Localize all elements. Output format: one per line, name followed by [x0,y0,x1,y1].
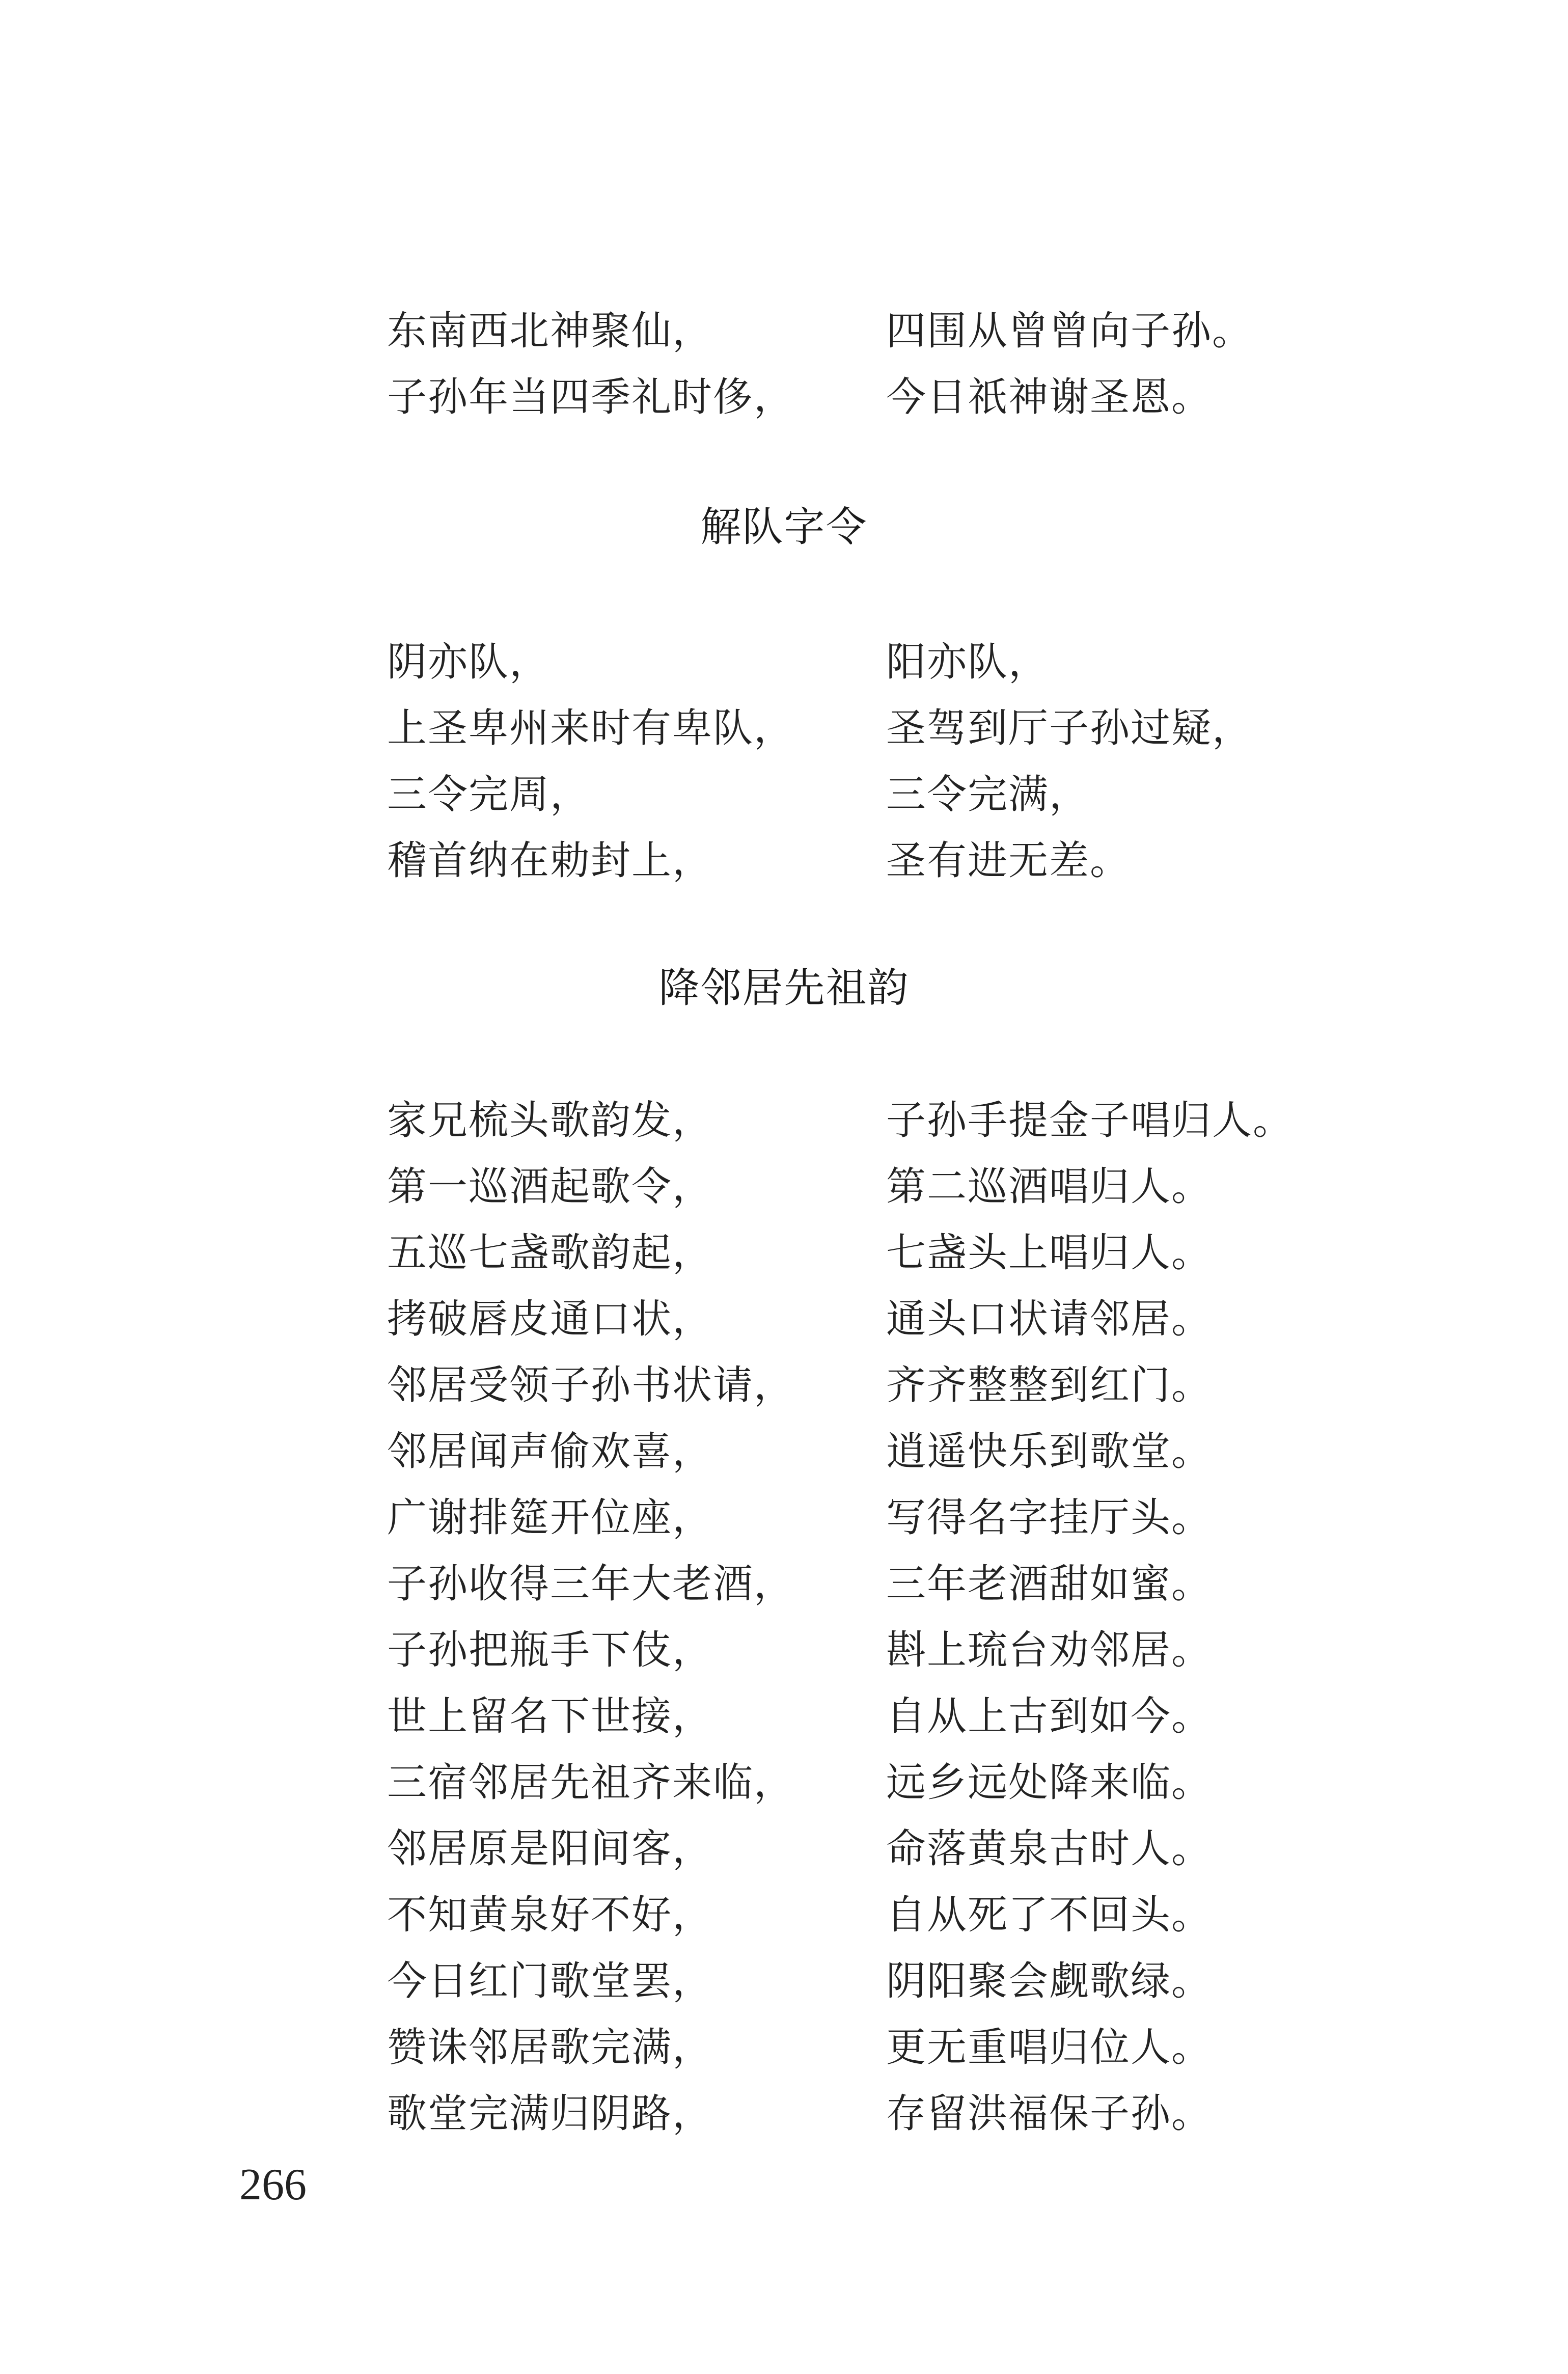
verse-right: 写得名字挂厅头。 [886,1495,1213,1541]
verse-left: 阴亦队， [387,639,551,685]
verse-left: 广谢排筵开位座， [387,1495,713,1541]
verse-right: 四围从曾曾向子孙。 [886,308,1253,354]
verse-line [0,298,1568,364]
verse-line [0,1948,1568,2014]
verse-right: 阴阳聚会觑歌绿。 [886,1958,1213,2004]
verse-left: 拷破唇皮通口状， [387,1296,713,1342]
verse-line [0,364,1568,430]
verse-line [0,2081,1568,2147]
verse-line [0,1683,1568,1750]
verse-right: 圣有进无差。 [886,838,1131,884]
verse-right: 更无重唱归位人。 [886,2025,1213,2070]
verse-line [0,1220,1568,1286]
verse-left: 三宿邻居先祖齐来临， [387,1760,795,1806]
verse-right: 三令完满， [886,772,1090,817]
verse-line [0,1087,1568,1154]
verse-left: 子孙收得三年大老酒， [387,1561,795,1607]
verse-left: 东南西北神聚仙， [387,308,713,354]
verse-right: 斟上琉台劝邻居。 [886,1627,1213,1673]
verse-left: 今日红门歌堂罢， [387,1958,713,2004]
verse-right: 自从死了不回头。 [886,1892,1213,1938]
verse-line [0,629,1568,695]
verse-block-1 [0,629,1568,894]
verse-left: 子孙年当四季礼时侈， [387,374,795,420]
verse-left: 邻居原是阳间客， [387,1826,713,1872]
verse-right: 七盏头上唱归人。 [886,1230,1213,1276]
verse-right: 阳亦队， [886,639,1050,685]
verse-left: 赞诛邻居歌完满， [387,2025,713,2070]
verse-left: 五巡七盏歌韵起， [387,1230,713,1276]
verse-line [0,1816,1568,1882]
verse-line [0,1551,1568,1617]
verse-right: 自从上古到如今。 [886,1694,1213,1739]
verse-line [0,1418,1568,1485]
verse-left: 第一巡酒起歌令， [387,1164,713,1210]
verse-left: 家兄梳头歌韵发， [387,1098,713,1143]
verse-right: 逍遥快乐到歌堂。 [886,1429,1213,1475]
verse-left: 上圣卑州来时有卑队， [387,705,795,751]
page-number: 266 [239,2160,307,2209]
section-heading: 降邻居先祖韵 [658,964,910,1012]
verse-left: 世上留名下世接， [387,1694,713,1739]
verse-line [0,1617,1568,1683]
verse-left: 邻居受领子孙书状请， [387,1362,795,1408]
verse-right: 子孙手提金子唱归人。 [886,1098,1294,1143]
verse-right: 今日祇神谢圣恩。 [886,374,1213,420]
verse-block-opening [0,298,1568,430]
verse-line [0,1154,1568,1220]
verse-line [0,1286,1568,1352]
verse-line [0,1882,1568,1948]
verse-line [0,1485,1568,1551]
verse-right: 圣驾到厅子孙过疑， [886,705,1253,751]
verse-right: 远乡远处降来临。 [886,1760,1213,1806]
verse-line [0,2014,1568,2081]
verse-right: 第二巡酒唱归人。 [886,1164,1213,1210]
verse-line [0,695,1568,761]
verse-line [0,1750,1568,1816]
verse-left: 稽首纳在勅封上， [387,838,713,884]
verse-left: 邻居闻声偷欢喜， [387,1429,713,1475]
verse-line [0,1352,1568,1418]
verse-left: 歌堂完满归阴路， [387,2091,713,2137]
verse-line [0,828,1568,894]
verse-right: 命落黄泉古时人。 [886,1826,1213,1872]
verse-right: 齐齐整整到红门。 [886,1362,1213,1408]
verse-left: 三令完周， [387,772,591,817]
verse-right: 存留洪福保子孙。 [886,2091,1213,2137]
verse-line [0,761,1568,828]
verse-left: 子孙把瓶手下伎， [387,1627,713,1673]
verse-block-2 [0,1087,1568,2147]
verse-left: 不知黄泉好不好， [387,1892,713,1938]
section-heading: 解队字令 [700,503,868,551]
verse-right: 通头口状请邻居。 [886,1296,1213,1342]
verse-right: 三年老酒甜如蜜。 [886,1561,1213,1607]
